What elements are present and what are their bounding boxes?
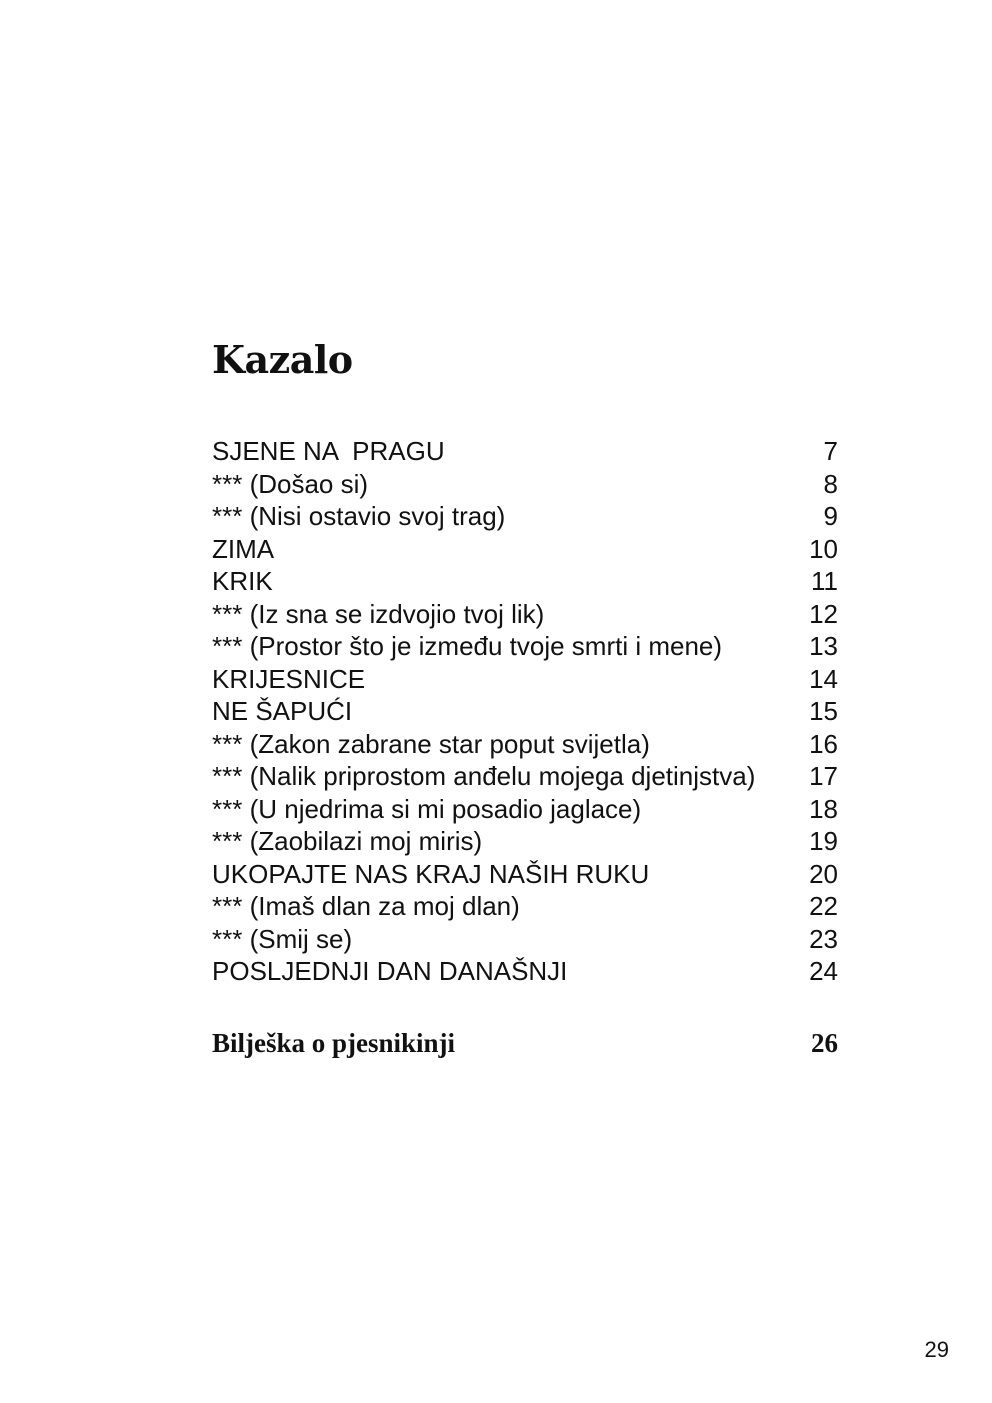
toc-entry-page: 18 <box>809 793 838 824</box>
toc-entry <box>212 825 838 858</box>
toc-entry-page: 10 <box>809 533 838 564</box>
toc-entry <box>212 598 838 631</box>
toc-entry-title: KRIJESNICE <box>212 663 366 694</box>
toc-entry-page: 22 <box>809 891 838 921</box>
toc-entry-title: *** (Prostor što je između tvoje smrti i mene) <box>212 631 723 661</box>
toc-entry <box>212 663 838 696</box>
toc-entry <box>212 728 838 761</box>
toc-entry <box>212 500 838 533</box>
toc-entry-title: POSLJEDNJI DAN DANAŠNJI <box>212 956 568 986</box>
toc-entry-title: *** (Došao si) <box>212 468 369 499</box>
table-of-contents <box>212 435 838 988</box>
toc-entry-title: *** (U njedrima si mi posadio jaglace) <box>212 793 642 824</box>
toc-entry-page: 24 <box>809 956 838 986</box>
toc-note-title: Bilješka o pjesnikinji <box>212 1028 456 1058</box>
toc-entry-page: 13 <box>809 631 838 661</box>
toc-entry <box>212 533 838 566</box>
toc-entry-title: *** (Zakon zabrane star poput svijetla) <box>212 728 650 759</box>
toc-entry-page: 11 <box>811 566 838 596</box>
toc-entry-page: 15 <box>809 696 838 726</box>
toc-entry <box>212 955 838 988</box>
page-title: Kazalo <box>212 337 353 382</box>
toc-entry-page: 8 <box>823 468 838 499</box>
toc-entry <box>212 793 838 826</box>
toc-entry-title: KRIK <box>212 566 273 596</box>
toc-entry <box>212 923 838 956</box>
toc-entry <box>212 858 838 891</box>
page-number: 29 <box>924 1337 949 1362</box>
toc-entry <box>212 468 838 501</box>
toc-entry-page: 20 <box>809 858 838 889</box>
toc-entry-page: 17 <box>809 761 838 791</box>
toc-entry-page: 9 <box>823 501 838 531</box>
toc-entry <box>212 695 838 728</box>
toc-note-page: 26 <box>811 1028 838 1058</box>
toc-entry-title: *** (Zaobilazi moj miris) <box>212 826 483 856</box>
toc-entry-title: *** (Smij se) <box>212 923 353 954</box>
toc-entry-page: 23 <box>809 923 838 954</box>
toc-entry-page: 12 <box>809 598 838 629</box>
toc-entry-page: 16 <box>809 728 838 759</box>
toc-entry-title: UKOPAJTE NAS KRAJ NAŠIH RUKU <box>212 858 650 889</box>
toc-entry <box>212 760 838 793</box>
toc-entry-title: *** (Iz sna se izdvojio tvoj lik) <box>212 598 545 629</box>
toc-entry <box>212 630 838 663</box>
toc-entry-title: *** (Nalik priprostom anđelu mojega djetinjstva) <box>212 761 756 791</box>
toc-entry-page: 19 <box>809 826 838 856</box>
toc-entry-title: SJENE NA PRAGU <box>212 436 445 466</box>
toc-entry-title: NE ŠAPUĆI <box>212 696 353 726</box>
toc-entry <box>212 565 838 598</box>
toc-entry-page: 7 <box>823 436 838 466</box>
toc-entry <box>212 890 838 923</box>
toc-entry-title: ZIMA <box>212 533 275 564</box>
toc-note-entry <box>212 1025 838 1061</box>
toc-entry-title: *** (Imaš dlan za moj dlan) <box>212 891 520 921</box>
toc-entry-page: 14 <box>809 663 838 694</box>
toc-entry <box>212 435 838 468</box>
toc-entry-title: *** (Nisi ostavio svoj trag) <box>212 501 506 531</box>
